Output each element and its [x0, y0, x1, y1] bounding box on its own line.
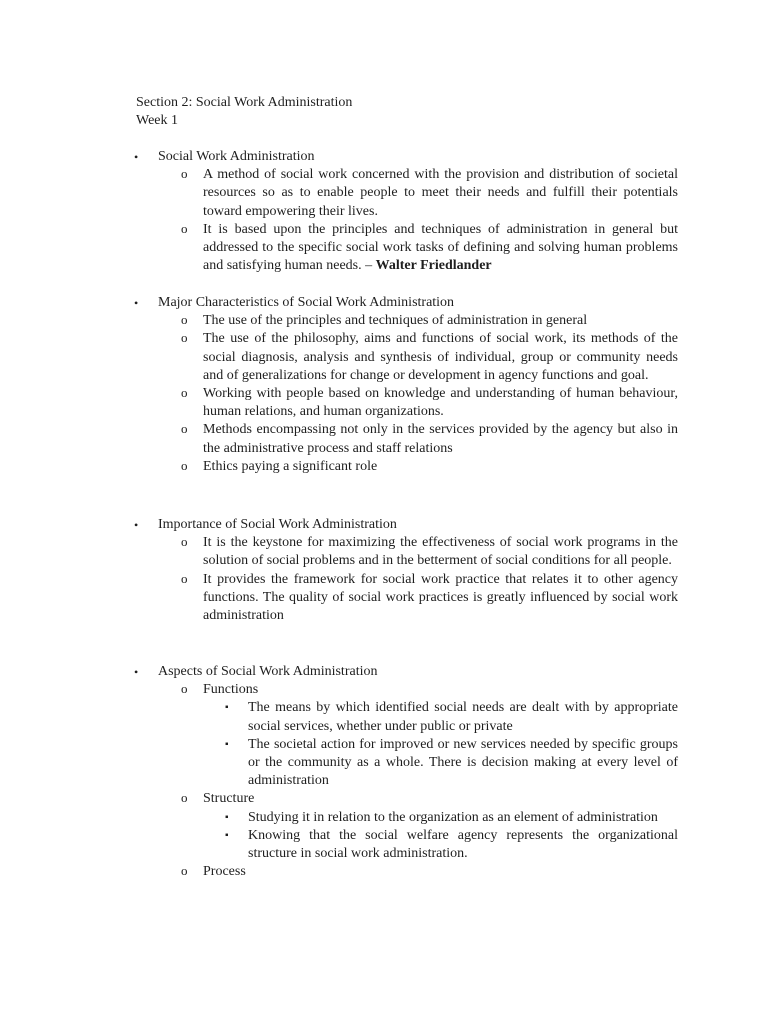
document-header: [136, 94, 352, 130]
item-text: Knowing that the social welfare agency represents the organizational structure in social work administration.: [248, 827, 678, 862]
square-bullet-icon: ▪: [225, 829, 229, 841]
section-aspects: [136, 663, 678, 881]
item-text: A method of social work concerned with the provision and distribution of societal resources so as to enable people to meet their needs and fulfill their potentials toward empowering their lives.: [203, 167, 678, 219]
week-label: Week 1: [136, 113, 179, 129]
group-label: Structure: [203, 791, 255, 807]
list-item: [225, 827, 678, 863]
item-text: It provides the framework for social work practice that relates it to other agency functions. The quality of social work practices is greatly influenced by social work administration: [203, 571, 678, 624]
list-item: [225, 809, 678, 827]
item-text: Working with people based on knowledge and understanding of human behaviour, human relations, and human organizations.: [203, 386, 678, 420]
section-title: Major Characteristics of Social Work Administration: [158, 295, 455, 310]
section-title: Social Work Administration: [158, 149, 315, 164]
item-text: The means by which identified social needs are dealt with by appropriate social services, whether under public or private: [248, 700, 678, 734]
section-importance: [136, 516, 678, 625]
item-text: The societal action for improved or new services needed by specific groups or the community as a whole. There is decision making at every level of administration: [248, 736, 678, 789]
item-text: The use of the philosophy, aims and functions of social work, its methods of the social diagnosis, analysis and synthesis of individual, group or community needs and of generalizations for change or development in agency functions and goal.: [203, 331, 678, 383]
item-text: It is based upon the principles and techniques of administration in general but addressed to the specific social work tasks of defining and solving human problems and satisfying human needs. –: [203, 221, 678, 274]
circle-bullet-icon: o: [181, 385, 188, 401]
circle-bullet-icon: o: [181, 330, 188, 346]
item-text: It is the keystone for maximizing the effectiveness of social work programs in the solution of social problems and in the betterment of social conditions for all people.: [203, 535, 678, 569]
group-label: Functions: [203, 682, 259, 698]
circle-bullet-icon: o: [181, 681, 188, 697]
list-item: [136, 148, 678, 166]
circle-bullet-icon: o: [181, 166, 188, 182]
list-item: [181, 385, 678, 421]
section-title: Importance of Social Work Administration: [158, 517, 397, 532]
list-item: [225, 699, 678, 735]
list-item: [181, 790, 678, 808]
bullet-icon: •: [134, 150, 139, 164]
item-text: Ethics paying a significant role: [203, 458, 378, 474]
square-bullet-icon: ▪: [225, 811, 229, 823]
list-item: [181, 681, 678, 699]
list-item: [181, 863, 678, 881]
section-social-work-administration: [136, 148, 678, 275]
square-bullet-icon: ▪: [225, 702, 229, 714]
bullet-icon: •: [134, 518, 139, 532]
square-bullet-icon: ▪: [225, 738, 229, 750]
circle-bullet-icon: o: [181, 570, 188, 586]
circle-bullet-icon: o: [181, 863, 188, 879]
item-text: The use of the principles and techniques of administration in general: [203, 313, 588, 329]
circle-bullet-icon: o: [181, 534, 188, 550]
item-text: Methods encompassing not only in the services provided by the agency but also in the administrative process and staff relations: [203, 422, 678, 456]
circle-bullet-icon: o: [181, 312, 188, 328]
list-item: [181, 421, 678, 457]
list-item: [225, 736, 678, 791]
list-item: [136, 663, 678, 681]
circle-bullet-icon: o: [181, 220, 188, 236]
attribution: Walter Friedlander: [375, 258, 492, 274]
section-heading: Section 2: Social Work Administration: [136, 95, 353, 110]
section-major-characteristics: [136, 294, 678, 476]
list-item: [136, 294, 678, 312]
list-item: [181, 166, 678, 221]
group-label: Process: [203, 864, 246, 880]
section-title: Aspects of Social Work Administration: [158, 664, 378, 679]
circle-bullet-icon: o: [181, 457, 188, 473]
list-item: [181, 534, 678, 570]
bullet-icon: •: [134, 665, 139, 679]
item-text: Studying it in relation to the organization as an element of administration: [248, 809, 658, 825]
list-item: [136, 516, 678, 534]
list-item: [181, 570, 678, 626]
list-item: [181, 330, 678, 385]
bullet-icon: •: [134, 296, 139, 310]
list-item: [181, 220, 678, 276]
circle-bullet-icon: o: [181, 421, 188, 437]
list-item: [181, 312, 678, 330]
circle-bullet-icon: o: [181, 790, 188, 806]
list-item: [181, 457, 678, 476]
